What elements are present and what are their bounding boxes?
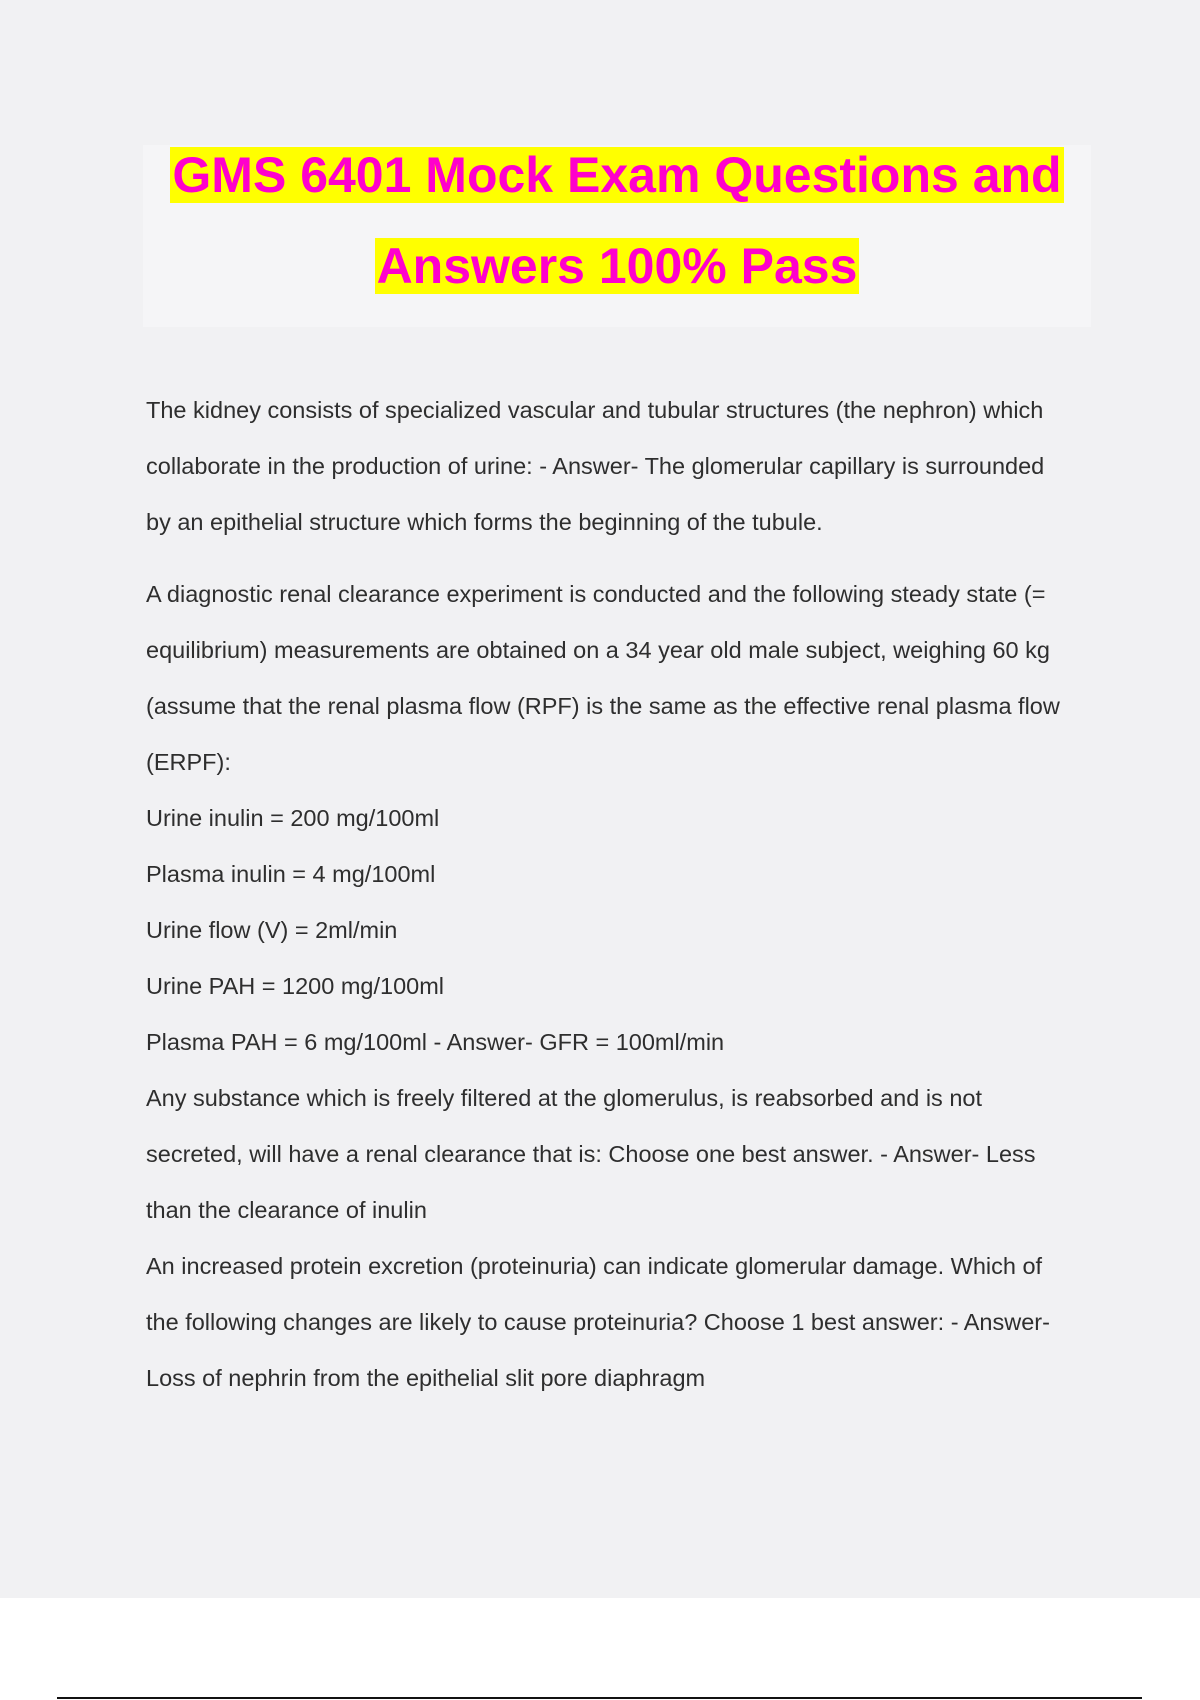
text-line: Any substance which is freely filtered at the glomerulus, is reabsorbed and is not: [146, 1085, 982, 1111]
text-line: collaborate in the production of urine: - Answer- The glomerular capillary is surrounded: [146, 453, 1045, 479]
measurement-line: Urine PAH = 1200 mg/100ml: [146, 973, 445, 999]
text-line: An increased protein excretion (proteinuria) can indicate glomerular damage. Which of: [146, 1253, 1043, 1279]
text-line: (assume that the renal plasma flow (RPF) is the same as the effective renal plasma flow: [146, 693, 1060, 719]
title-line-2: [143, 236, 1091, 296]
title-line-1: [143, 145, 1091, 205]
text-line: the following changes are likely to cause proteinuria? Choose 1 best answer: - Answer-: [146, 1309, 1050, 1335]
text-line: than the clearance of inulin: [146, 1197, 427, 1223]
text-line: equilibrium) measurements are obtained on a 34 year old male subject, weighing 60 kg: [146, 637, 1050, 663]
paragraph-kidney-nephron: [146, 382, 1096, 550]
text-line: by an epithelial structure which forms the beginning of the tubule.: [146, 509, 823, 535]
footer-divider: [57, 1697, 1142, 1699]
text-line: The kidney consists of specialized vascular and tubular structures (the nephron) which: [146, 397, 1044, 423]
measurement-line: Plasma PAH = 6 mg/100ml - Answer- GFR = 100ml/min: [146, 1029, 725, 1055]
measurement-line: Urine inulin = 200 mg/100ml: [146, 805, 440, 831]
text-line: Loss of nephrin from the epithelial slit pore diaphragm: [146, 1365, 706, 1391]
title-line-1-text: GMS 6401 Mock Exam Questions and: [172, 147, 1062, 203]
measurement-line: Plasma inulin = 4 mg/100ml: [146, 861, 436, 887]
title-line-2-text: Answers 100% Pass: [376, 238, 858, 294]
text-line: A diagnostic renal clearance experiment is conducted and the following steady state (=: [146, 581, 1046, 607]
text-line: secreted, will have a renal clearance that is: Choose one best answer. - Answer- Less: [146, 1141, 1036, 1167]
title-block: [143, 145, 1091, 327]
paragraph-renal-clearance: [146, 566, 1096, 1406]
text-line: (ERPF):: [146, 749, 231, 775]
measurement-line: Urine flow (V) = 2ml/min: [146, 917, 398, 943]
